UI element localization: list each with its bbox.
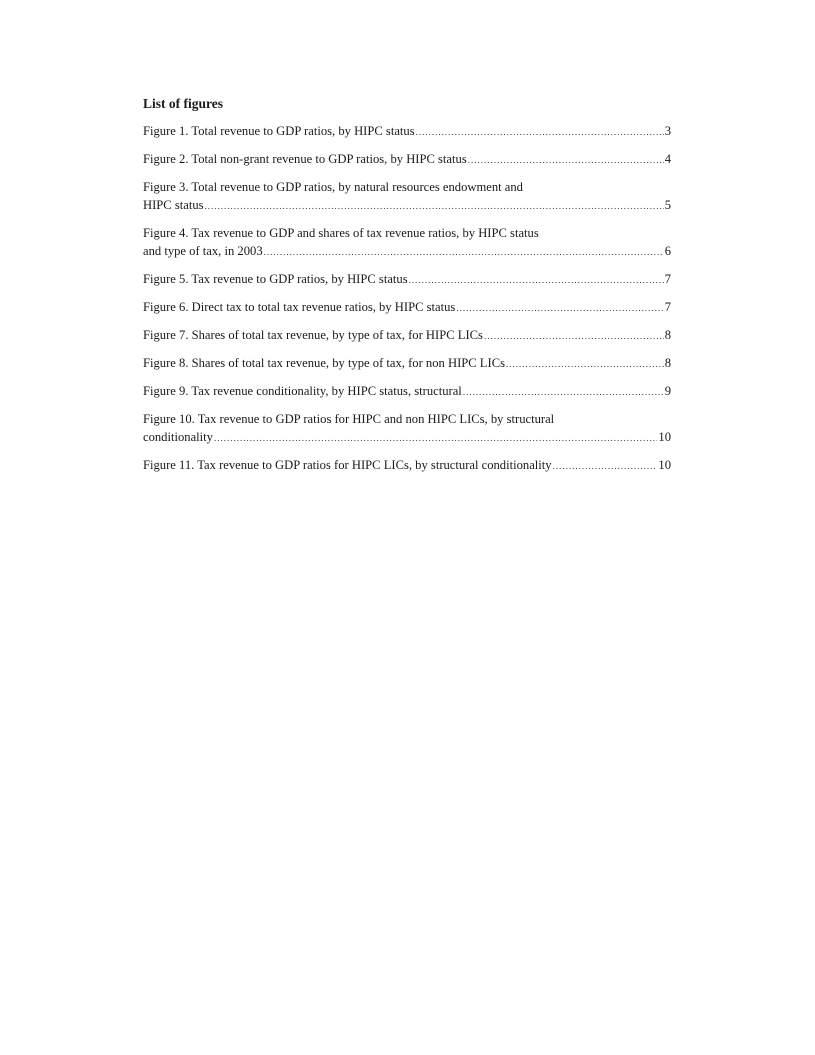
figure-entry-2[interactable] <box>143 150 671 169</box>
entry-title: Figure 2. Total non-grant revenue to GDP ratios, by HIPC status <box>143 152 467 166</box>
entry-title-line-1: Figure 4. Tax revenue to GDP and shares of tax revenue ratios, by HIPC status <box>143 226 539 240</box>
figure-entry-5[interactable] <box>143 270 671 289</box>
entry-line <box>143 428 671 447</box>
entry-page-number: 8 <box>664 328 671 342</box>
entry-line <box>143 456 671 475</box>
figure-entry-10[interactable] <box>143 410 671 447</box>
entry-title: Figure 11. Tax revenue to GDP ratios for HIPC LICs, by structural conditionality <box>143 458 552 472</box>
entry-line <box>143 242 671 261</box>
dot-leader <box>214 429 657 447</box>
entry-title-line-1: Figure 10. Tax revenue to GDP ratios for HIPC and non HIPC LICs, by structural <box>143 412 555 426</box>
entry-line <box>143 196 671 215</box>
entry-title: Figure 9. Tax revenue conditionality, by HIPC status, structural <box>143 384 462 398</box>
figure-entry-7[interactable] <box>143 326 671 345</box>
entry-page-number: 7 <box>664 272 671 286</box>
figure-entry-11[interactable] <box>143 456 671 475</box>
entry-title-line-2: HIPC status <box>143 198 204 212</box>
entry-title: Figure 8. Shares of total tax revenue, by type of tax, for non HIPC LICs <box>143 356 505 370</box>
figure-entry-1[interactable] <box>143 122 671 141</box>
entry-page-number: 5 <box>664 198 671 212</box>
entry-page-number: 3 <box>664 124 671 138</box>
entry-line <box>143 122 671 141</box>
entry-page-number: 10 <box>658 458 671 472</box>
entry-line <box>143 150 671 169</box>
figure-entry-9[interactable] <box>143 382 671 401</box>
dot-leader <box>463 383 664 401</box>
dot-leader <box>205 197 664 215</box>
dot-leader <box>409 271 664 289</box>
entry-line <box>143 326 671 345</box>
entry-line <box>143 298 671 317</box>
dot-leader <box>456 299 663 317</box>
entry-title-line-2: and type of tax, in 2003 <box>143 244 263 258</box>
entry-line <box>143 382 671 401</box>
entry-page-number: 4 <box>664 152 671 166</box>
entry-page-number: 9 <box>664 384 671 398</box>
dot-leader <box>484 327 664 345</box>
entry-title-line-2: conditionality <box>143 430 213 444</box>
entry-page-number: 10 <box>658 430 671 444</box>
list-of-figures-heading: List of figures <box>143 96 223 111</box>
dot-leader <box>264 243 664 261</box>
entry-title: Figure 5. Tax revenue to GDP ratios, by HIPC status <box>143 272 408 286</box>
figure-entry-8[interactable] <box>143 354 671 373</box>
figure-entry-4[interactable] <box>143 224 671 261</box>
entry-page-number: 8 <box>664 356 671 370</box>
dot-leader <box>468 151 664 169</box>
dot-leader <box>506 355 664 373</box>
entry-title: Figure 6. Direct tax to total tax revenue ratios, by HIPC status <box>143 300 456 314</box>
entry-title: Figure 1. Total revenue to GDP ratios, by HIPC status <box>143 124 415 138</box>
dot-leader <box>416 123 664 141</box>
dot-leader <box>553 457 658 475</box>
figure-entry-6[interactable] <box>143 298 671 317</box>
entry-line <box>143 354 671 373</box>
entry-title-line-1: Figure 3. Total revenue to GDP ratios, by natural resources endowment and <box>143 180 523 194</box>
entry-page-number: 7 <box>664 300 671 314</box>
entry-line <box>143 270 671 289</box>
entry-page-number: 6 <box>664 244 671 258</box>
figure-list <box>143 122 671 484</box>
figure-entry-3[interactable] <box>143 178 671 215</box>
entry-title: Figure 7. Shares of total tax revenue, by type of tax, for HIPC LICs <box>143 328 483 342</box>
